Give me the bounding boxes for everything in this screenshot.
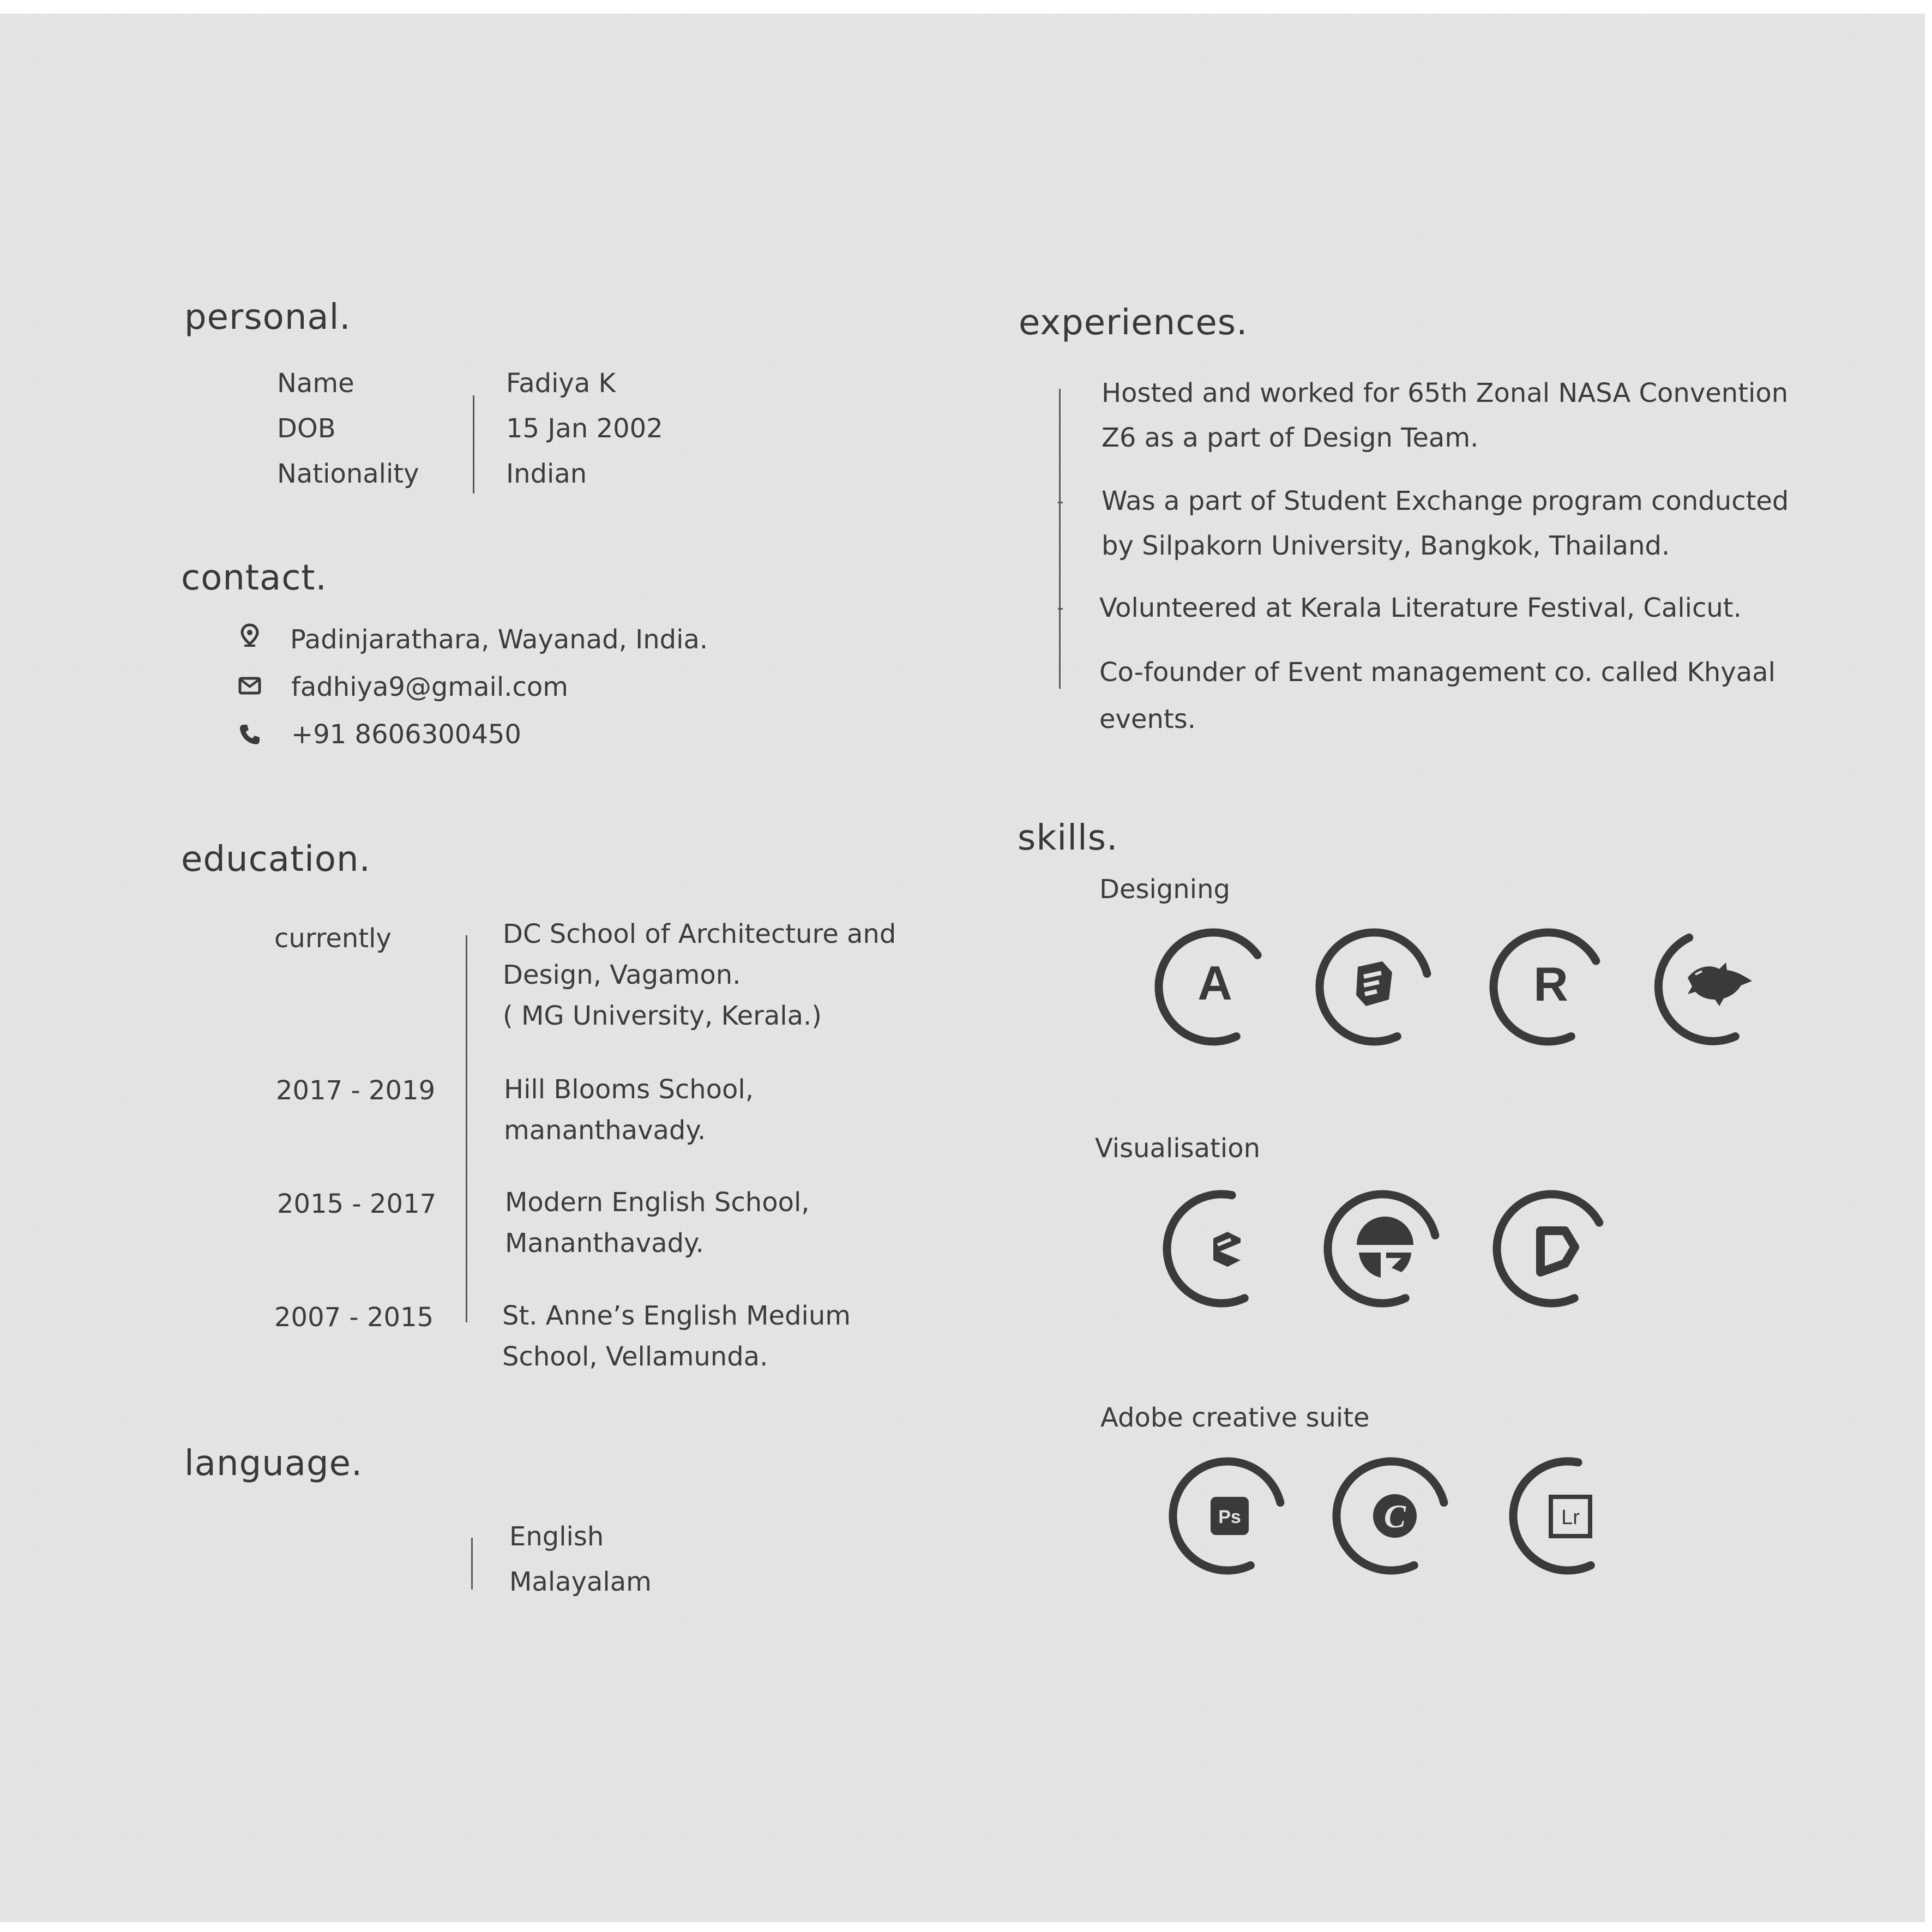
education-line: Design, Vagamon. [503, 960, 741, 990]
location-pin-icon [238, 623, 262, 647]
education-line: Hill Blooms School, [504, 1074, 754, 1105]
revit-icon [1485, 924, 1611, 1050]
personal-value-name: Fadiya K [506, 368, 616, 399]
resume-sheet [0, 14, 1925, 1922]
mail-icon [238, 673, 262, 697]
autocad-icon [1151, 924, 1276, 1050]
education-line: DC School of Architecture and [503, 919, 896, 949]
personal-divider [473, 395, 474, 493]
experience-line: Was a part of Student Exchange program conducted [1102, 486, 1789, 516]
sketchup-icon [1311, 924, 1437, 1050]
svg-text:Ps: Ps [1218, 1507, 1241, 1527]
skills-heading: skills. [1018, 818, 1118, 858]
language-divider [471, 1538, 473, 1590]
contact-address: Padinjarathara, Wayanad, India. [290, 624, 708, 655]
experiences-heading: experiences. [1019, 303, 1248, 343]
experiences-tick [1058, 608, 1063, 610]
personal-heading: personal. [184, 297, 351, 338]
language-heading: language. [184, 1443, 363, 1484]
phone-icon [238, 723, 262, 747]
language-malayalam: Malayalam [509, 1567, 652, 1597]
skill-ring [1328, 1194, 1435, 1303]
education-heading: education. [181, 839, 371, 880]
svg-text:C: C [1383, 1498, 1406, 1534]
education-line: St. Anne’s English Medium [502, 1301, 851, 1331]
skills-group-visualisation: Visualisation [1095, 1133, 1260, 1164]
enscape-icon [1159, 1186, 1284, 1311]
experience-line: Hosted and worked for 65th Zonal NASA Convention [1102, 378, 1789, 408]
education-divider [466, 935, 467, 1322]
personal-value-dob: 15 Jan 2002 [506, 413, 663, 444]
personal-value-nationality: Indian [506, 459, 587, 489]
education-period-2007: 2007 - 2015 [274, 1302, 434, 1333]
skill-ring [1497, 1194, 1599, 1303]
experiences-tick [1058, 502, 1063, 503]
personal-label-nationality: Nationality [277, 459, 419, 489]
skills-group-designing: Designing [1099, 874, 1230, 905]
education-line: Modern English School, [505, 1187, 810, 1218]
education-line: School, Vellamunda. [502, 1341, 768, 1372]
experiences-divider [1059, 389, 1061, 689]
contact-phone[interactable]: +91 8606300450 [291, 719, 521, 750]
skill-ring [1167, 1194, 1244, 1303]
twinmotion-icon [1320, 1186, 1445, 1311]
personal-label-name: Name [277, 368, 354, 399]
experience-line: Z6 as a part of Design Team. [1102, 423, 1479, 453]
contact-email[interactable]: fadhiya9@gmail.com [291, 672, 568, 702]
photoshop-icon [1165, 1453, 1290, 1579]
svg-text:Lr: Lr [1561, 1506, 1580, 1529]
education-line: Mananthavady. [505, 1228, 704, 1259]
d5-render-icon [1489, 1186, 1614, 1311]
illustrator-icon [1328, 1453, 1454, 1579]
experience-line: events. [1099, 704, 1196, 735]
education-period-2017: 2017 - 2019 [276, 1075, 436, 1106]
experience-line: by Silpakorn University, Bangkok, Thailand. [1102, 531, 1670, 561]
lightroom-icon [1505, 1453, 1630, 1579]
experience-line: Co-founder of Event management co. called Khyaal [1099, 657, 1775, 688]
personal-label-dob: DOB [277, 413, 336, 444]
svg-text:A: A [1197, 956, 1232, 1010]
language-english: English [509, 1521, 604, 1552]
education-period-current: currently [274, 923, 392, 954]
education-line: mananthavady. [504, 1115, 706, 1146]
contact-heading: contact. [181, 558, 327, 598]
experience-line: Volunteered at Kerala Literature Festival, Calicut. [1099, 593, 1742, 623]
education-period-2015: 2015 - 2017 [277, 1189, 437, 1219]
svg-text:R: R [1533, 957, 1568, 1011]
rhino-icon [1650, 924, 1775, 1050]
education-line: ( MG University, Kerala.) [503, 1001, 822, 1031]
skills-group-adobe: Adobe creative suite [1100, 1403, 1370, 1433]
